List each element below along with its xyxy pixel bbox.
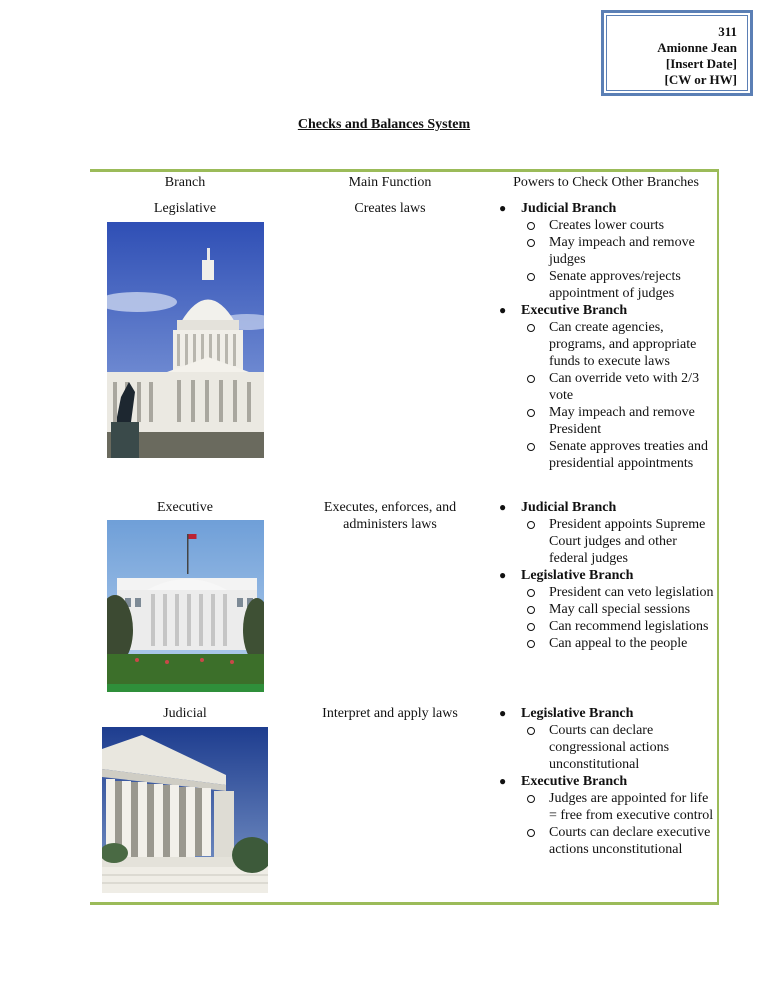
list-item: Can recommend legislations xyxy=(521,618,717,635)
column-header-function: Main Function xyxy=(348,175,432,190)
row-executive-function: Executes, enforces, and administers laws xyxy=(323,500,457,532)
circle-bullet-icon xyxy=(527,727,535,735)
column-header-powers: Powers to Check Other Branches xyxy=(513,175,699,190)
check-group xyxy=(495,705,717,773)
column-header-branch: Branch xyxy=(164,175,206,190)
list-item: Senate approves/rejects appointment of judges xyxy=(521,268,717,302)
row-judicial-checks xyxy=(495,705,717,858)
list-item: May call special sessions xyxy=(521,601,717,618)
row-legislative-checks xyxy=(495,200,717,472)
list-item: May impeach and remove President xyxy=(521,404,717,438)
check-group xyxy=(495,499,717,567)
bullet-icon: ● xyxy=(499,201,507,215)
bullet-icon: ● xyxy=(499,774,507,788)
circle-bullet-icon xyxy=(527,273,535,281)
document-title: Checks and Balances System xyxy=(297,117,471,132)
row-judicial-function: Interpret and apply laws xyxy=(322,706,458,721)
capitol-building-photo xyxy=(107,222,264,458)
circle-bullet-icon xyxy=(527,324,535,332)
circle-bullet-icon xyxy=(527,375,535,383)
row-executive-branch: Executive xyxy=(157,500,213,515)
list-item: Courts can declare congressional actions unconstitutional xyxy=(521,722,717,773)
list-item: May impeach and remove judges xyxy=(521,234,717,268)
date-placeholder: [Insert Date] xyxy=(665,56,737,71)
bullet-icon: ● xyxy=(499,303,507,317)
checked-branch-label: Legislative Branch xyxy=(521,706,634,721)
header-info-box xyxy=(601,10,753,96)
checked-branch-label: Executive Branch xyxy=(521,303,628,318)
bullet-icon: ● xyxy=(499,706,507,720)
circle-bullet-icon xyxy=(527,222,535,230)
list-item: President can veto legislation xyxy=(521,584,717,601)
bullet-icon: ● xyxy=(499,500,507,514)
circle-bullet-icon xyxy=(527,589,535,597)
check-group xyxy=(495,773,717,858)
student-name: Amionne Jean xyxy=(657,40,737,55)
row-judicial-branch: Judicial xyxy=(163,706,207,721)
white-house-photo xyxy=(107,520,264,692)
circle-bullet-icon xyxy=(527,829,535,837)
work-type-placeholder: [CW or HW] xyxy=(664,72,737,87)
list-item: Courts can declare executive actions unconstitutional xyxy=(521,824,717,858)
circle-bullet-icon xyxy=(527,795,535,803)
list-item: Can override veto with 2/3 vote xyxy=(521,370,717,404)
checked-branch-label: Executive Branch xyxy=(521,774,628,789)
circle-bullet-icon xyxy=(527,239,535,247)
list-item: Can appeal to the people xyxy=(521,635,717,652)
list-item: President appoints Supreme Court judges and other federal judges xyxy=(521,516,717,567)
checked-branch-label: Judicial Branch xyxy=(521,500,617,515)
list-item: Judges are appointed for life = free from executive control xyxy=(521,790,717,824)
row-legislative-function: Creates laws xyxy=(354,201,426,216)
checks-balances-table xyxy=(90,169,719,905)
row-executive-checks xyxy=(495,499,717,652)
check-group xyxy=(495,567,717,652)
row-legislative-branch: Legislative xyxy=(153,201,217,216)
circle-bullet-icon xyxy=(527,640,535,648)
circle-bullet-icon xyxy=(527,623,535,631)
check-group xyxy=(495,302,717,472)
bullet-icon: ● xyxy=(499,568,507,582)
checked-branch-label: Judicial Branch xyxy=(521,201,617,216)
check-group xyxy=(495,200,717,302)
list-item: Can create agencies, programs, and appropriate funds to execute laws xyxy=(521,319,717,370)
circle-bullet-icon xyxy=(527,409,535,417)
list-item: Creates lower courts xyxy=(521,217,717,234)
circle-bullet-icon xyxy=(527,606,535,614)
checked-branch-label: Legislative Branch xyxy=(521,568,634,583)
header-info xyxy=(606,15,748,91)
circle-bullet-icon xyxy=(527,521,535,529)
circle-bullet-icon xyxy=(527,443,535,451)
list-item: Senate approves treaties and presidential appointments xyxy=(521,438,717,472)
class-number: 311 xyxy=(718,24,737,39)
supreme-court-photo xyxy=(102,727,268,893)
